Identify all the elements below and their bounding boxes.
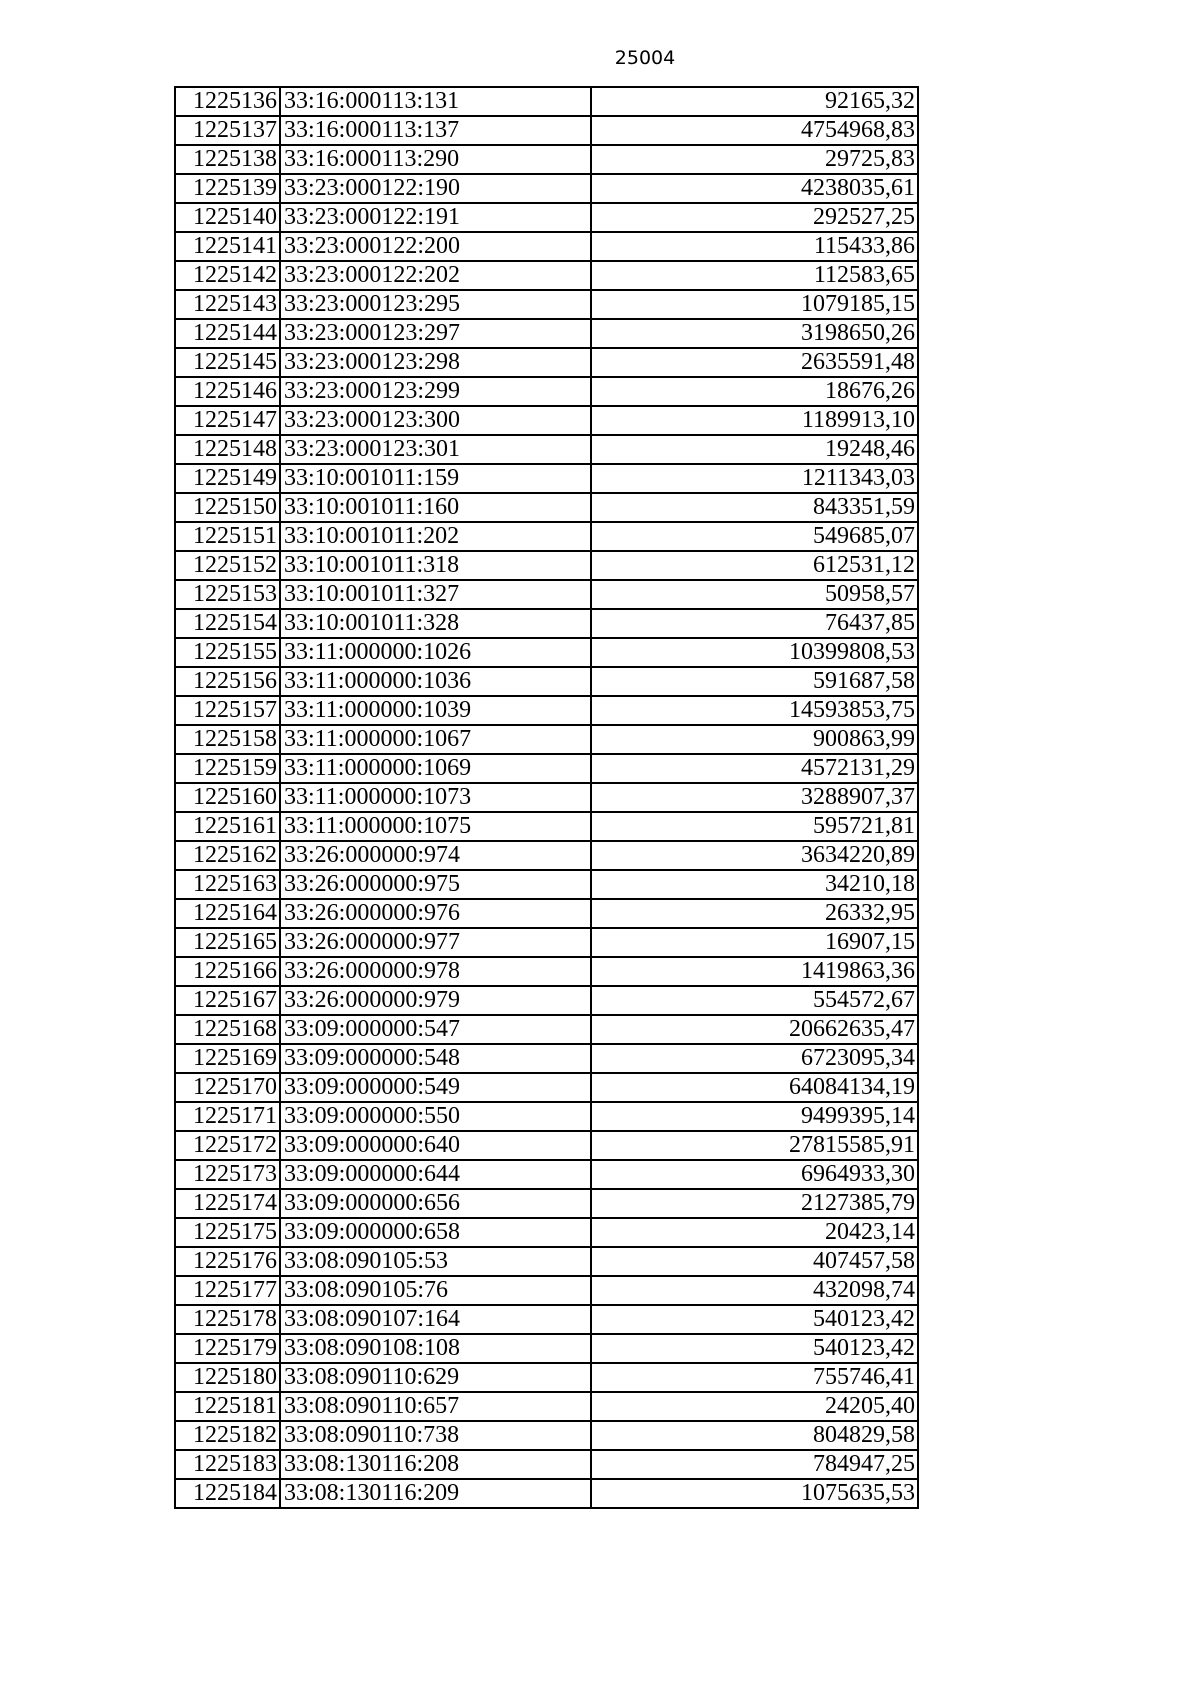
cadastral-number-cell: 33:08:090108:108 <box>280 1334 591 1363</box>
table-row <box>175 870 918 899</box>
row-id-cell: 1225151 <box>175 522 280 551</box>
value-cell: 92165,32 <box>591 87 918 116</box>
table-row <box>175 493 918 522</box>
row-id-cell: 1225173 <box>175 1160 280 1189</box>
row-id-cell: 1225175 <box>175 1218 280 1247</box>
table-row <box>175 1450 918 1479</box>
row-id-cell: 1225181 <box>175 1392 280 1421</box>
table-row <box>175 667 918 696</box>
row-id-cell: 1225156 <box>175 667 280 696</box>
table-row <box>175 232 918 261</box>
cadastral-number-cell: 33:23:000122:191 <box>280 203 591 232</box>
table-row <box>175 203 918 232</box>
value-cell: 784947,25 <box>591 1450 918 1479</box>
value-cell: 29725,83 <box>591 145 918 174</box>
cadastral-number-cell: 33:09:000000:550 <box>280 1102 591 1131</box>
cadastral-number-cell: 33:16:000113:131 <box>280 87 591 116</box>
table-row <box>175 116 918 145</box>
cadastral-number-cell: 33:09:000000:549 <box>280 1073 591 1102</box>
value-cell: 540123,42 <box>591 1305 918 1334</box>
cadastral-number-cell: 33:08:090110:629 <box>280 1363 591 1392</box>
row-id-cell: 1225158 <box>175 725 280 754</box>
cadastral-number-cell: 33:11:000000:1036 <box>280 667 591 696</box>
row-id-cell: 1225141 <box>175 232 280 261</box>
cadastral-number-cell: 33:26:000000:975 <box>280 870 591 899</box>
table-row <box>175 1334 918 1363</box>
table-row <box>175 928 918 957</box>
cadastral-number-cell: 33:23:000123:295 <box>280 290 591 319</box>
cadastral-number-cell: 33:08:130116:208 <box>280 1450 591 1479</box>
row-id-cell: 1225138 <box>175 145 280 174</box>
value-cell: 6723095,34 <box>591 1044 918 1073</box>
cadastral-number-cell: 33:08:090110:657 <box>280 1392 591 1421</box>
value-cell: 6964933,30 <box>591 1160 918 1189</box>
cadastral-number-cell: 33:09:000000:548 <box>280 1044 591 1073</box>
value-cell: 4754968,83 <box>591 116 918 145</box>
value-cell: 755746,41 <box>591 1363 918 1392</box>
value-cell: 432098,74 <box>591 1276 918 1305</box>
value-cell: 612531,12 <box>591 551 918 580</box>
cadastral-number-cell: 33:10:001011:159 <box>280 464 591 493</box>
cadastral-number-cell: 33:11:000000:1069 <box>280 754 591 783</box>
value-cell: 3288907,37 <box>591 783 918 812</box>
table-row <box>175 522 918 551</box>
value-cell: 9499395,14 <box>591 1102 918 1131</box>
row-id-cell: 1225162 <box>175 841 280 870</box>
cadastral-number-cell: 33:26:000000:976 <box>280 899 591 928</box>
row-id-cell: 1225143 <box>175 290 280 319</box>
cadastral-number-cell: 33:09:000000:656 <box>280 1189 591 1218</box>
table-row <box>175 1247 918 1276</box>
cadastral-number-cell: 33:11:000000:1039 <box>280 696 591 725</box>
value-cell: 549685,07 <box>591 522 918 551</box>
row-id-cell: 1225164 <box>175 899 280 928</box>
table-row <box>175 261 918 290</box>
value-cell: 64084134,19 <box>591 1073 918 1102</box>
row-id-cell: 1225179 <box>175 1334 280 1363</box>
table-row <box>175 1102 918 1131</box>
cadastral-number-cell: 33:26:000000:979 <box>280 986 591 1015</box>
cadastral-number-cell: 33:08:090107:164 <box>280 1305 591 1334</box>
row-id-cell: 1225159 <box>175 754 280 783</box>
cadastral-number-cell: 33:09:000000:658 <box>280 1218 591 1247</box>
value-cell: 16907,15 <box>591 928 918 957</box>
row-id-cell: 1225167 <box>175 986 280 1015</box>
table-row <box>175 464 918 493</box>
table-row <box>175 319 918 348</box>
value-cell: 2635591,48 <box>591 348 918 377</box>
table-row <box>175 1305 918 1334</box>
row-id-cell: 1225170 <box>175 1073 280 1102</box>
cadastre-table <box>174 86 919 1509</box>
row-id-cell: 1225140 <box>175 203 280 232</box>
row-id-cell: 1225174 <box>175 1189 280 1218</box>
value-cell: 554572,67 <box>591 986 918 1015</box>
row-id-cell: 1225180 <box>175 1363 280 1392</box>
value-cell: 4572131,29 <box>591 754 918 783</box>
table-row <box>175 725 918 754</box>
cadastral-number-cell: 33:09:000000:547 <box>280 1015 591 1044</box>
table-row <box>175 290 918 319</box>
table-row <box>175 174 918 203</box>
row-id-cell: 1225147 <box>175 406 280 435</box>
row-id-cell: 1225155 <box>175 638 280 667</box>
cadastral-number-cell: 33:16:000113:290 <box>280 145 591 174</box>
table-row <box>175 435 918 464</box>
row-id-cell: 1225184 <box>175 1479 280 1508</box>
table-row <box>175 1363 918 1392</box>
cadastral-number-cell: 33:23:000122:200 <box>280 232 591 261</box>
row-id-cell: 1225136 <box>175 87 280 116</box>
cadastral-number-cell: 33:23:000123:300 <box>280 406 591 435</box>
table-row <box>175 1421 918 1450</box>
table-row <box>175 696 918 725</box>
value-cell: 26332,95 <box>591 899 918 928</box>
table-row <box>175 638 918 667</box>
table-row <box>175 754 918 783</box>
cadastral-number-cell: 33:11:000000:1026 <box>280 638 591 667</box>
row-id-cell: 1225166 <box>175 957 280 986</box>
cadastral-number-cell: 33:11:000000:1073 <box>280 783 591 812</box>
table-row <box>175 1073 918 1102</box>
cadastral-number-cell: 33:26:000000:974 <box>280 841 591 870</box>
table-row <box>175 841 918 870</box>
value-cell: 591687,58 <box>591 667 918 696</box>
cadastral-number-cell: 33:10:001011:202 <box>280 522 591 551</box>
value-cell: 10399808,53 <box>591 638 918 667</box>
value-cell: 292527,25 <box>591 203 918 232</box>
cadastral-number-cell: 33:10:001011:328 <box>280 609 591 638</box>
table-row <box>175 1218 918 1247</box>
table-row <box>175 377 918 406</box>
row-id-cell: 1225172 <box>175 1131 280 1160</box>
table-row <box>175 1479 918 1508</box>
table-row <box>175 1131 918 1160</box>
table-row <box>175 87 918 116</box>
row-id-cell: 1225152 <box>175 551 280 580</box>
cadastral-number-cell: 33:08:090105:76 <box>280 1276 591 1305</box>
value-cell: 3198650,26 <box>591 319 918 348</box>
value-cell: 19248,46 <box>591 435 918 464</box>
value-cell: 20423,14 <box>591 1218 918 1247</box>
cadastral-number-cell: 33:23:000122:190 <box>280 174 591 203</box>
row-id-cell: 1225142 <box>175 261 280 290</box>
value-cell: 112583,65 <box>591 261 918 290</box>
value-cell: 18676,26 <box>591 377 918 406</box>
cadastral-number-cell: 33:11:000000:1075 <box>280 812 591 841</box>
row-id-cell: 1225169 <box>175 1044 280 1073</box>
row-id-cell: 1225168 <box>175 1015 280 1044</box>
table-row <box>175 783 918 812</box>
table-row <box>175 1015 918 1044</box>
value-cell: 115433,86 <box>591 232 918 261</box>
cadastral-number-cell: 33:08:130116:209 <box>280 1479 591 1508</box>
value-cell: 27815585,91 <box>591 1131 918 1160</box>
row-id-cell: 1225153 <box>175 580 280 609</box>
value-cell: 24205,40 <box>591 1392 918 1421</box>
cadastral-number-cell: 33:16:000113:137 <box>280 116 591 145</box>
value-cell: 804829,58 <box>591 1421 918 1450</box>
cadastral-number-cell: 33:08:090105:53 <box>280 1247 591 1276</box>
cadastral-number-cell: 33:08:090110:738 <box>280 1421 591 1450</box>
value-cell: 540123,42 <box>591 1334 918 1363</box>
row-id-cell: 1225171 <box>175 1102 280 1131</box>
table-row <box>175 551 918 580</box>
row-id-cell: 1225177 <box>175 1276 280 1305</box>
cadastral-number-cell: 33:10:001011:327 <box>280 580 591 609</box>
value-cell: 1075635,53 <box>591 1479 918 1508</box>
row-id-cell: 1225144 <box>175 319 280 348</box>
value-cell: 595721,81 <box>591 812 918 841</box>
row-id-cell: 1225178 <box>175 1305 280 1334</box>
value-cell: 20662635,47 <box>591 1015 918 1044</box>
value-cell: 900863,99 <box>591 725 918 754</box>
value-cell: 843351,59 <box>591 493 918 522</box>
table-row <box>175 406 918 435</box>
row-id-cell: 1225157 <box>175 696 280 725</box>
row-id-cell: 1225161 <box>175 812 280 841</box>
table-row <box>175 986 918 1015</box>
table-row <box>175 580 918 609</box>
cadastral-number-cell: 33:09:000000:644 <box>280 1160 591 1189</box>
value-cell: 407457,58 <box>591 1247 918 1276</box>
table-body <box>175 87 918 1508</box>
table-row <box>175 145 918 174</box>
value-cell: 1211343,03 <box>591 464 918 493</box>
row-id-cell: 1225160 <box>175 783 280 812</box>
cadastral-number-cell: 33:11:000000:1067 <box>280 725 591 754</box>
table-row <box>175 957 918 986</box>
table-row <box>175 899 918 928</box>
row-id-cell: 1225137 <box>175 116 280 145</box>
table-row <box>175 1044 918 1073</box>
row-id-cell: 1225176 <box>175 1247 280 1276</box>
value-cell: 14593853,75 <box>591 696 918 725</box>
value-cell: 50958,57 <box>591 580 918 609</box>
cadastral-number-cell: 33:26:000000:978 <box>280 957 591 986</box>
cadastral-number-cell: 33:23:000123:297 <box>280 319 591 348</box>
cadastral-number-cell: 33:23:000123:301 <box>280 435 591 464</box>
row-id-cell: 1225146 <box>175 377 280 406</box>
row-id-cell: 1225145 <box>175 348 280 377</box>
table-row <box>175 1189 918 1218</box>
row-id-cell: 1225163 <box>175 870 280 899</box>
row-id-cell: 1225183 <box>175 1450 280 1479</box>
value-cell: 76437,85 <box>591 609 918 638</box>
value-cell: 1079185,15 <box>591 290 918 319</box>
cadastral-number-cell: 33:23:000123:298 <box>280 348 591 377</box>
value-cell: 34210,18 <box>591 870 918 899</box>
table-row <box>175 1160 918 1189</box>
value-cell: 1419863,36 <box>591 957 918 986</box>
row-id-cell: 1225150 <box>175 493 280 522</box>
table-row <box>175 1276 918 1305</box>
cadastral-number-cell: 33:23:000123:299 <box>280 377 591 406</box>
row-id-cell: 1225148 <box>175 435 280 464</box>
table-row <box>175 1392 918 1421</box>
cadastral-number-cell: 33:10:001011:160 <box>280 493 591 522</box>
value-cell: 1189913,10 <box>591 406 918 435</box>
row-id-cell: 1225154 <box>175 609 280 638</box>
row-id-cell: 1225139 <box>175 174 280 203</box>
table-row <box>175 348 918 377</box>
value-cell: 3634220,89 <box>591 841 918 870</box>
cadastral-number-cell: 33:23:000122:202 <box>280 261 591 290</box>
table-row <box>175 609 918 638</box>
cadastral-number-cell: 33:26:000000:977 <box>280 928 591 957</box>
page-number: 25004 <box>614 47 676 69</box>
row-id-cell: 1225165 <box>175 928 280 957</box>
value-cell: 2127385,79 <box>591 1189 918 1218</box>
row-id-cell: 1225149 <box>175 464 280 493</box>
value-cell: 4238035,61 <box>591 174 918 203</box>
cadastral-number-cell: 33:10:001011:318 <box>280 551 591 580</box>
table-row <box>175 812 918 841</box>
cadastral-number-cell: 33:09:000000:640 <box>280 1131 591 1160</box>
row-id-cell: 1225182 <box>175 1421 280 1450</box>
